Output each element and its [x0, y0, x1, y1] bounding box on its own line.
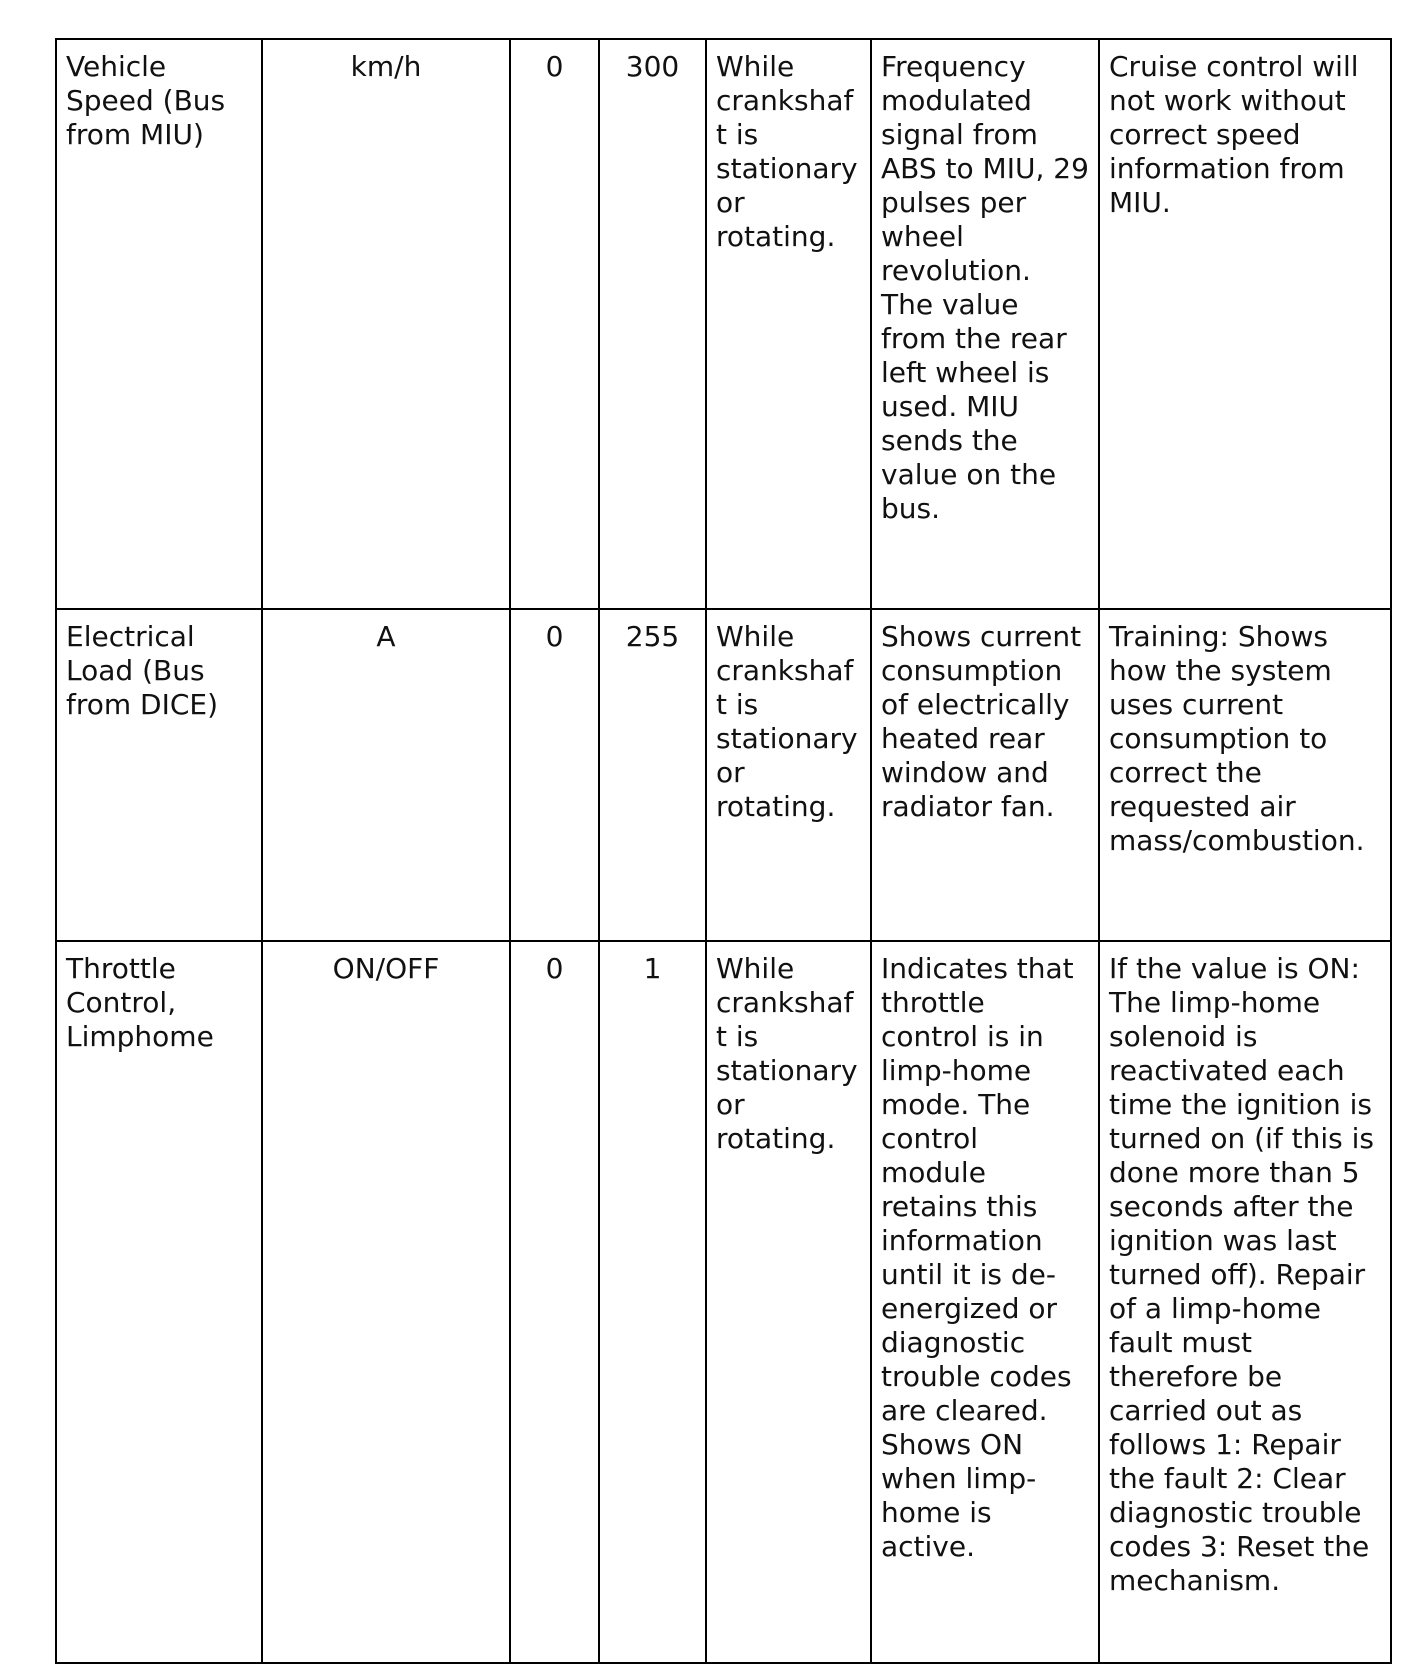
parameter-notes: Cruise control will not work without correct speed information from MIU. — [1099, 39, 1391, 609]
parameter-max: 255 — [599, 609, 706, 941]
parameter-unit: km/h — [262, 39, 510, 609]
parameter-condition: While crankshaft is stationary or rotating. — [706, 609, 871, 941]
table-row — [56, 39, 1391, 609]
parameter-min: 0 — [510, 39, 599, 609]
parameter-unit: A — [262, 609, 510, 941]
parameter-name: Throttle Control, Limphome — [56, 941, 262, 1663]
parameter-condition: While crankshaft is stationary or rotating. — [706, 39, 871, 609]
table-row — [56, 609, 1391, 941]
parameter-unit: ON/OFF — [262, 941, 510, 1663]
parameter-table — [55, 38, 1392, 1664]
table-row — [56, 941, 1391, 1663]
parameter-name: Vehicle Speed (Bus from MIU) — [56, 39, 262, 609]
parameter-notes: Training: Shows how the system uses current consumption to correct the requested air mass/combustion. — [1099, 609, 1391, 941]
parameter-max: 300 — [599, 39, 706, 609]
parameter-description: Indicates that throttle control is in limp-home mode. The control module retains this information until it is de-energized or diagnostic trouble codes are cleared. Shows ON when limp-home is active. — [871, 941, 1099, 1663]
parameter-min: 0 — [510, 941, 599, 1663]
parameter-description: Shows current consumption of electrically heated rear window and radiator fan. — [871, 609, 1099, 941]
parameter-max: 1 — [599, 941, 706, 1663]
parameter-min: 0 — [510, 609, 599, 941]
parameter-notes: If the value is ON: The limp-home solenoid is reactivated each time the ignition is turned on (if this is done more than 5 seconds after the ignition was last turned off). Repair of a limp-home fault must therefore be carried out as follows 1: Repair the fault 2: Clear diagnostic trouble codes 3: Reset the mechanism. — [1099, 941, 1391, 1663]
parameter-name: Electrical Load (Bus from DICE) — [56, 609, 262, 941]
parameter-condition: While crankshaft is stationary or rotating. — [706, 941, 871, 1663]
parameter-description: Frequency modulated signal from ABS to MIU, 29 pulses per wheel revolution. The value from the rear left wheel is used. MIU sends the value on the bus. — [871, 39, 1099, 609]
